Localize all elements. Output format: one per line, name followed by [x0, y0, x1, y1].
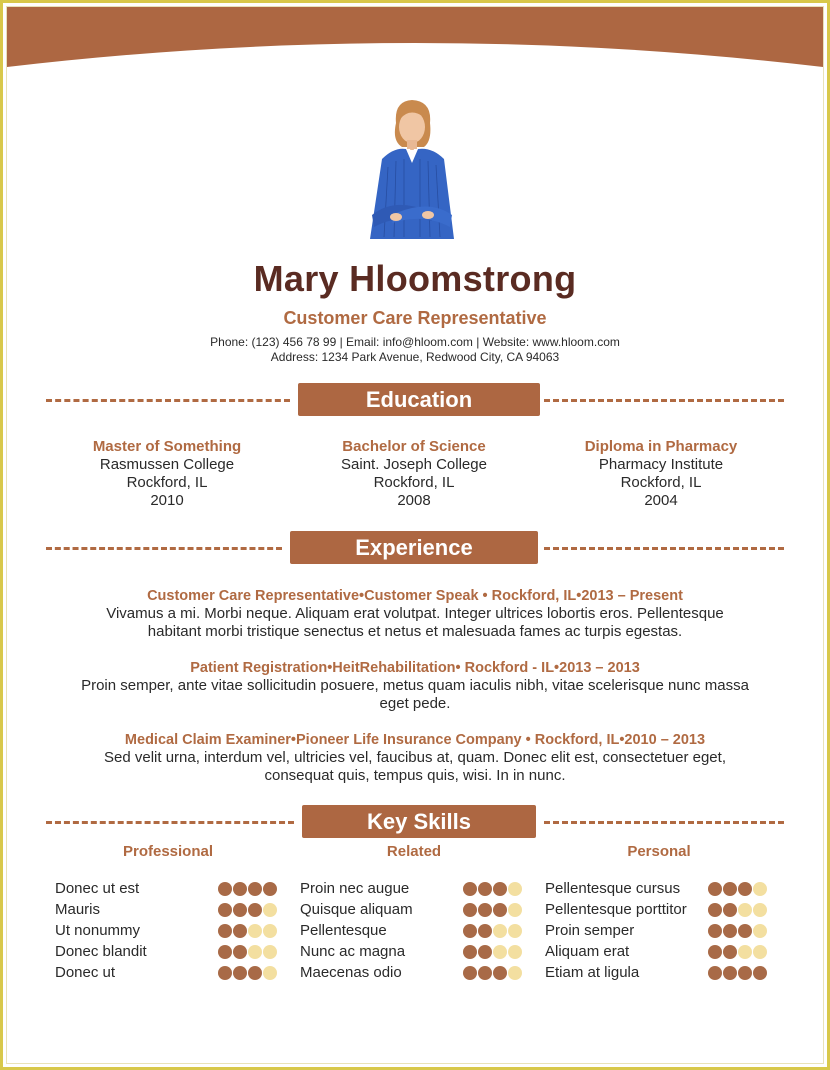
rating-dot-empty: [508, 966, 522, 980]
rating-dot-filled: [723, 966, 737, 980]
candidate-name: Mary Hloomstrong: [253, 258, 577, 299]
job-title: Customer Care Representative: [283, 308, 547, 328]
skill-name: Pellentesque porttitor: [545, 901, 687, 918]
rating-dot-empty: [753, 945, 767, 959]
skill-category-professional: Professional: [122, 843, 214, 860]
experience-heading-line: Customer Care Representative•Customer Speak • Rockford, IL•2013 – Present: [147, 588, 683, 604]
education-entry: [47, 438, 287, 510]
skill-rating: [708, 903, 767, 917]
skill-rating: [463, 903, 522, 917]
rating-dot-filled: [493, 903, 507, 917]
experience-entry: [40, 731, 790, 785]
contact-line-phone-email-website: Phone: (123) 456 78 99 | Email: info@hloom.com | Website: www.hloom.com: [210, 335, 620, 349]
rating-dot-filled: [478, 882, 492, 896]
skill-name: Pellentesque cursus: [545, 880, 681, 897]
year: 2008: [397, 492, 431, 509]
experience-description: eget pede.: [379, 695, 451, 712]
skill-rating: [218, 966, 277, 980]
school: Rasmussen College: [99, 456, 235, 473]
divider-left: [46, 547, 282, 550]
rating-dot-filled: [218, 882, 232, 896]
experience-description: habitant morbi tristique senectus et netus et malesuada fames ac turpis egestas.: [147, 623, 683, 640]
rating-dot-filled: [248, 903, 262, 917]
divider-left: [46, 399, 290, 402]
skill-rating: [218, 903, 277, 917]
skill-name: Proin semper: [545, 922, 635, 939]
rating-dot-empty: [248, 945, 262, 959]
education-entry: [294, 438, 534, 510]
rating-dot-filled: [708, 966, 722, 980]
rating-dot-filled: [753, 966, 767, 980]
school: Pharmacy Institute: [598, 456, 724, 473]
skill-name: Ut nonummy: [55, 922, 141, 939]
skill-row: [55, 962, 295, 983]
rating-dot-empty: [263, 903, 277, 917]
rating-dot-filled: [233, 966, 247, 980]
skill-name: Maecenas odio: [300, 964, 402, 981]
skill-name: Donec blandit: [55, 943, 147, 960]
header-wave-banner: [7, 7, 823, 79]
contact-line-address: Address: 1234 Park Avenue, Redwood City, CA 94063: [270, 350, 560, 364]
year: 2010: [150, 492, 184, 509]
experience-heading-line: Medical Claim Examiner•Pioneer Life Insurance Company • Rockford, IL•2010 – 2013: [124, 732, 706, 748]
experience-description: Vivamus a mi. Morbi neque. Aliquam erat volutpat. Integer ultrices lobortis eros. Pellentesque: [106, 605, 724, 622]
skill-name: Donec ut: [55, 964, 116, 981]
rating-dot-empty: [493, 924, 507, 938]
experience-heading-line: Patient Registration•HeitRehabilitation• Rockford - IL•2013 – 2013: [190, 660, 640, 676]
rating-dot-filled: [463, 882, 477, 896]
rating-dot-filled: [233, 945, 247, 959]
skill-row: [545, 878, 785, 899]
rating-dot-filled: [723, 903, 737, 917]
degree: Bachelor of Science: [342, 438, 486, 455]
divider-right: [544, 547, 784, 550]
skill-name: Quisque aliquam: [300, 901, 413, 918]
skill-rating: [708, 924, 767, 938]
rating-dot-empty: [493, 945, 507, 959]
divider-right: [544, 399, 784, 402]
rating-dot-filled: [493, 966, 507, 980]
education-section-header: [46, 383, 784, 417]
skill-name: Proin nec augue: [300, 880, 410, 897]
rating-dot-filled: [723, 924, 737, 938]
rating-dot-filled: [738, 882, 752, 896]
experience-section-header: [46, 531, 784, 565]
divider-left: [46, 821, 294, 824]
skill-category-personal: Personal: [627, 843, 691, 860]
degree: Diploma in Pharmacy: [584, 438, 738, 455]
skill-rating: [708, 945, 767, 959]
skill-name: Etiam at ligula: [545, 964, 640, 981]
rating-dot-filled: [218, 966, 232, 980]
skill-rating: [463, 945, 522, 959]
education-entry: [541, 438, 781, 510]
rating-dot-empty: [508, 945, 522, 959]
location: Rockford, IL: [126, 474, 208, 491]
skill-name: Mauris: [55, 901, 101, 918]
rating-dot-empty: [738, 945, 752, 959]
skill-row: [300, 899, 540, 920]
rating-dot-empty: [753, 882, 767, 896]
skill-rating: [708, 966, 767, 980]
rating-dot-filled: [248, 882, 262, 896]
rating-dot-empty: [263, 924, 277, 938]
skill-rating: [463, 924, 522, 938]
education-heading: Education: [298, 383, 540, 416]
location: Rockford, IL: [620, 474, 702, 491]
rating-dot-filled: [218, 945, 232, 959]
skill-name: Donec ut est: [55, 880, 140, 897]
divider-right: [544, 821, 784, 824]
rating-dot-empty: [508, 903, 522, 917]
skills-heading: Key Skills: [302, 805, 536, 838]
experience-heading: Experience: [290, 531, 538, 564]
rating-dot-filled: [478, 945, 492, 959]
rating-dot-empty: [508, 924, 522, 938]
contact-info: [0, 335, 830, 365]
skill-rating: [218, 945, 277, 959]
rating-dot-filled: [478, 966, 492, 980]
rating-dot-filled: [493, 882, 507, 896]
rating-dot-filled: [463, 966, 477, 980]
school: Saint. Joseph College: [341, 456, 487, 473]
skill-row: [55, 899, 295, 920]
experience-description: Proin semper, ante vitae sollicitudin posuere, metus quam iaculis nibh, vitae scelerisque nunc massa: [81, 677, 749, 694]
rating-dot-filled: [708, 903, 722, 917]
experience-entry: [40, 659, 790, 713]
degree: Master of Something: [92, 438, 242, 455]
skill-rating: [218, 882, 277, 896]
skill-row: [55, 878, 295, 899]
rating-dot-filled: [738, 966, 752, 980]
skill-row: [300, 878, 540, 899]
skill-row: [545, 962, 785, 983]
rating-dot-filled: [708, 882, 722, 896]
rating-dot-filled: [233, 924, 247, 938]
rating-dot-filled: [463, 924, 477, 938]
skill-row: [55, 920, 295, 941]
rating-dot-filled: [233, 882, 247, 896]
skill-row: [300, 941, 540, 962]
experience-description: consequat quis, tempus quis, wisi. In in nunc.: [264, 767, 566, 784]
rating-dot-empty: [248, 924, 262, 938]
skill-rating: [463, 966, 522, 980]
rating-dot-filled: [708, 924, 722, 938]
experience-description: Sed velit urna, interdum vel, ultricies vel, faucibus at, quam. Donec elit est, consectetuer eget,: [104, 749, 726, 766]
skill-row: [545, 899, 785, 920]
skill-rating: [218, 924, 277, 938]
rating-dot-filled: [708, 945, 722, 959]
rating-dot-filled: [478, 903, 492, 917]
rating-dot-filled: [263, 882, 277, 896]
rating-dot-filled: [723, 882, 737, 896]
rating-dot-filled: [738, 924, 752, 938]
skill-row: [300, 962, 540, 983]
skills-section-header: [46, 805, 784, 839]
rating-dot-empty: [753, 924, 767, 938]
skill-row: [55, 941, 295, 962]
skill-name: Pellentesque: [300, 922, 387, 939]
skill-name: Aliquam erat: [545, 943, 630, 960]
skill-rating: [708, 882, 767, 896]
skill-category-related: Related: [386, 843, 442, 860]
skill-row: [545, 920, 785, 941]
rating-dot-filled: [218, 924, 232, 938]
skill-row: [545, 941, 785, 962]
rating-dot-filled: [248, 966, 262, 980]
skill-name: Nunc ac magna: [300, 943, 406, 960]
rating-dot-filled: [723, 945, 737, 959]
profile-photo: [364, 97, 460, 239]
year: 2004: [644, 492, 678, 509]
rating-dot-empty: [508, 882, 522, 896]
rating-dot-filled: [463, 903, 477, 917]
rating-dot-filled: [478, 924, 492, 938]
rating-dot-empty: [263, 966, 277, 980]
skill-row: [300, 920, 540, 941]
rating-dot-filled: [463, 945, 477, 959]
rating-dot-filled: [218, 903, 232, 917]
rating-dot-empty: [738, 903, 752, 917]
rating-dot-empty: [753, 903, 767, 917]
rating-dot-empty: [263, 945, 277, 959]
experience-entry: [40, 587, 790, 641]
skill-rating: [463, 882, 522, 896]
location: Rockford, IL: [373, 474, 455, 491]
rating-dot-filled: [233, 903, 247, 917]
